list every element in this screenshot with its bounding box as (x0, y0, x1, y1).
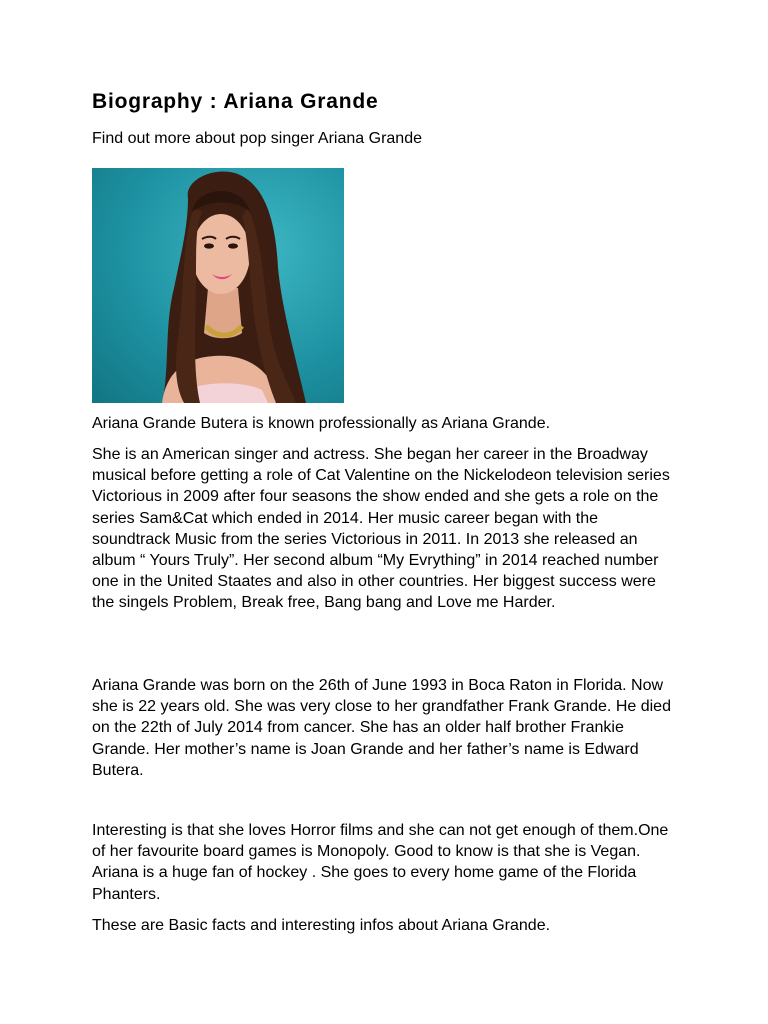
paragraph-career: She is an American singer and actress. She began her career in the Broadway musical before getting a role of Cat Valentine on the Nickelodeon television series Victorious in 2009 after four seasons the show ended and she gets a role on the series Sam&Cat which ended in 2014. Her music career began with the soundtrack Music from the series Victorious in 2011. In 2013 she released an album “ Yours Truly”. Her second album “My Evrything” in 2014 reached number one in the United Staates and also in other countries. Her biggest success were the singels Problem, Break free, Bang bang and Love me Harder. (92, 446, 670, 612)
portrait-photo (92, 168, 344, 403)
portrait-illustration (92, 168, 344, 403)
paragraph-summary: These are Basic facts and interesting infos about Ariana Grande. (92, 917, 551, 934)
page-title: Biography : Ariana Grande (92, 90, 379, 113)
page-subtitle: Find out more about pop singer Ariana Grande (92, 130, 422, 147)
paragraph-intro: Ariana Grande Butera is known professionally as Ariana Grande. (92, 415, 551, 432)
paragraph-interests: Interesting is that she loves Horror films and she can not get enough of them.One of her favourite board games is Monopoly. Good to know is that she is Vegan. Ariana is a huge fan of hockey . She goes to every home game of the Florida Phanters. (92, 822, 669, 903)
paragraph-family: Ariana Grande was born on the 26th of June 1993 in Boca Raton in Florida. Now she is 22 years old. She was very close to her grandfather Frank Grande. He died on the 22th of July 2014 from cancer. She has an older half brother Frankie Grande. Her mother’s name is Joan Grande and her father’s name is Edward Butera. (92, 677, 671, 779)
